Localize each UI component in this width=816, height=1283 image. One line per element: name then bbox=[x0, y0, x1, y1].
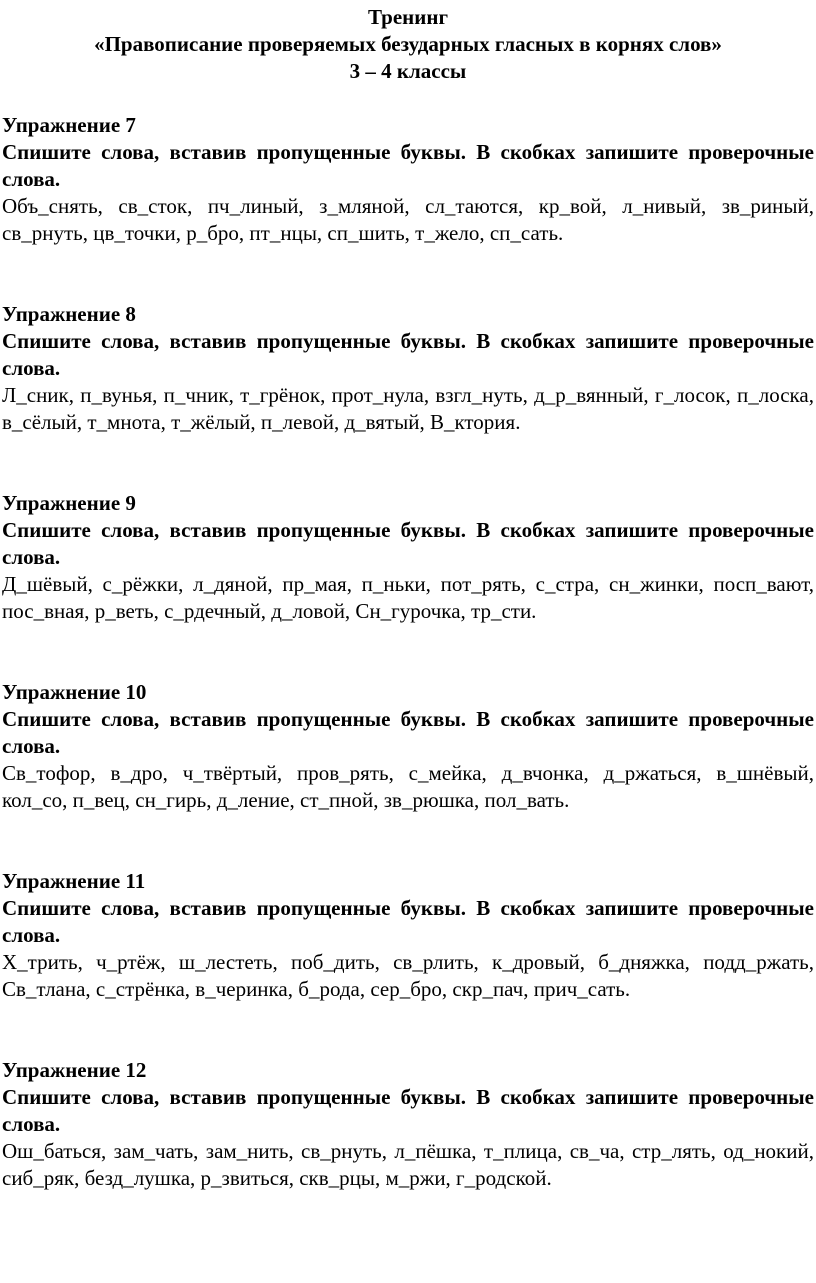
exercise-task: Спишите слова, вставив пропущенные буквы. В скобках запишите проверочные слова. bbox=[2, 1085, 814, 1136]
training-topic: «Правописание проверяемых безударных гласных в корнях слов» bbox=[94, 32, 722, 56]
training-title: Тренинг bbox=[367, 5, 449, 29]
exercise-11 bbox=[2, 868, 814, 1003]
exercise-task: Спишите слова, вставив пропущенные буквы. В скобках запишите проверочные слова. bbox=[2, 329, 814, 380]
exercise-7 bbox=[2, 112, 814, 247]
exercise-words: Объ_снять, св_сток, пч_линый, з_мляной, сл_таются, кр_вой, л_нивый, зв_риный, св_рнуть, цв_точки, р_бро, пт_нцы, сп_шить, т_жело, сп_сать. bbox=[2, 194, 814, 245]
exercise-words: Х_трить, ч_ртёж, ш_лестеть, поб_дить, св_рлить, к_дровый, б_дняжка, подд_ржать, Св_тлана, с_стрёнка, в_черинка, б_рода, сер_бро, скр_пач, прич_сать. bbox=[2, 950, 814, 1001]
grade-level: 3 – 4 классы bbox=[349, 59, 467, 83]
exercise-title: Упражнение 10 bbox=[2, 680, 147, 704]
exercise-words: Л_сник, п_вунья, п_чник, т_грёнок, прот_нула, взгл_нуть, д_р_вянный, г_лосок, п_лоска, в_сёлый, т_мнота, т_жёлый, п_левой, д_вятый, В_ктория. bbox=[2, 383, 814, 434]
exercise-task: Спишите слова, вставив пропущенные буквы. В скобках запишите проверочные слова. bbox=[2, 896, 814, 947]
exercise-9 bbox=[2, 490, 814, 625]
exercise-task: Спишите слова, вставив пропущенные буквы. В скобках запишите проверочные слова. bbox=[2, 707, 814, 758]
exercise-title: Упражнение 11 bbox=[2, 869, 146, 893]
exercise-title: Упражнение 12 bbox=[2, 1058, 147, 1082]
exercise-title: Упражнение 9 bbox=[2, 491, 136, 515]
exercise-title: Упражнение 7 bbox=[2, 113, 136, 137]
exercise-task: Спишите слова, вставив пропущенные буквы. В скобках запишите проверочные слова. bbox=[2, 518, 814, 569]
exercise-title: Упражнение 8 bbox=[2, 302, 136, 326]
exercise-words: Ош_баться, зам_чать, зам_нить, св_рнуть, л_пёшка, т_плица, св_ча, стр_лять, од_нокий, сиб_ряк, безд_лушка, р_звиться, скв_рцы, м_ржи, г_родской. bbox=[2, 1139, 814, 1190]
exercise-12 bbox=[2, 1057, 814, 1192]
exercise-words: Св_тофор, в_дро, ч_твёртый, пров_рять, с_мейка, д_вчонка, д_ржаться, в_шнёвый, кол_со, п_вец, сн_гирь, д_ление, ст_пной, зв_рюшка, пол_вать. bbox=[2, 761, 814, 812]
exercise-task: Спишите слова, вставив пропущенные буквы. В скобках запишите проверочные слова. bbox=[2, 140, 814, 191]
exercise-words: Д_шёвый, с_рёжки, л_дяной, пр_мая, п_ньки, пот_рять, с_стра, сн_жинки, посп_вают, пос_вная, р_веть, с_рдечный, д_ловой, Сн_гурочка, тр_сти. bbox=[2, 572, 814, 623]
document-header bbox=[2, 4, 814, 85]
exercise-10 bbox=[2, 679, 814, 814]
exercise-8 bbox=[2, 301, 814, 436]
